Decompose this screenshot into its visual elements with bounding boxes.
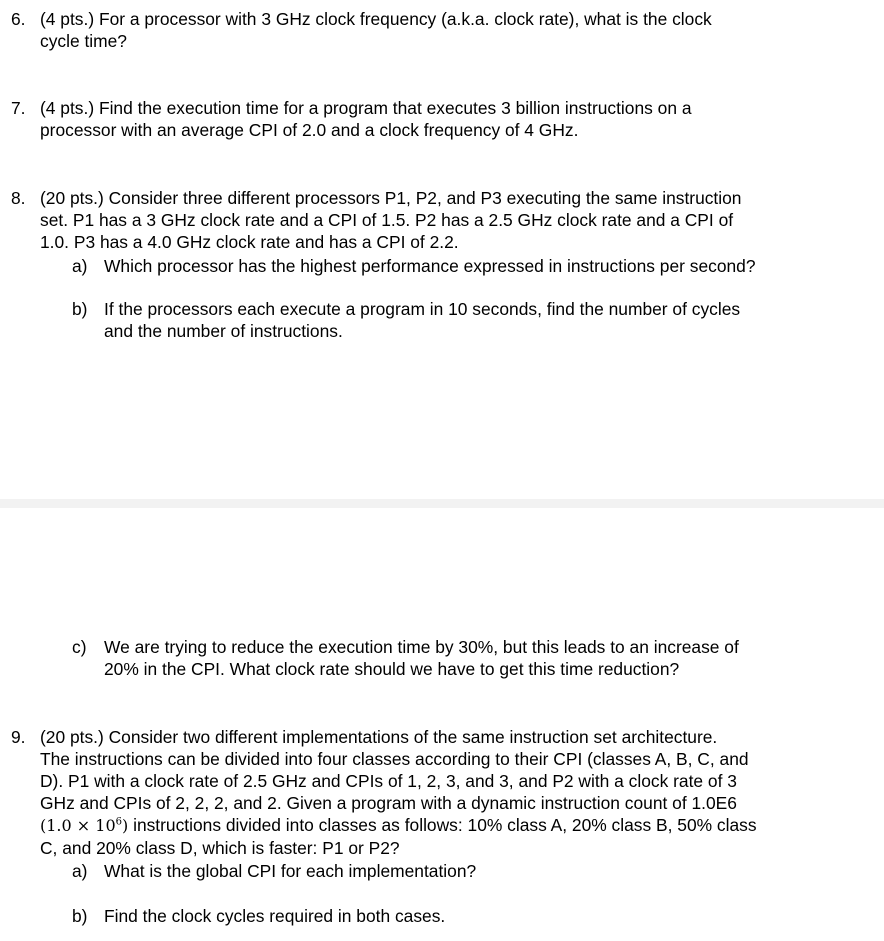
question-7-line-2: processor with an average CPI of 2.0 and a clock frequency of 4 GHz. <box>40 120 579 140</box>
math-exponent: 6 <box>115 816 122 828</box>
question-9-line-6: C, and 20% class D, which is faster: P1 or P2? <box>40 838 400 858</box>
question-8-line-2: set. P1 has a 3 GHz clock rate and a CPI of 1.5. P2 has a 2.5 GHz clock rate and a CPI of <box>40 210 734 230</box>
page-break-band <box>0 499 884 508</box>
question-9a-line-1: What is the global CPI for each implementation? <box>104 861 477 881</box>
question-7-number: 7. <box>11 98 26 118</box>
question-8b-text <box>104 298 864 342</box>
question-6-line-2: cycle time? <box>40 31 127 51</box>
question-8-number: 8. <box>11 188 26 208</box>
question-9a-text <box>104 860 864 882</box>
question-9a-label: a) <box>72 861 88 881</box>
question-9-line-5-rest: instructions divided into classes as follows: 10% class A, 20% class B, 50% class <box>128 815 757 835</box>
question-6-text <box>40 8 840 52</box>
question-9-line-2: The instructions can be divided into four classes according to their CPI (classes A, B, C, and <box>40 749 749 769</box>
question-9-number: 9. <box>11 727 26 747</box>
question-8a-line-1: Which processor has the highest performance expressed in instructions per second? <box>104 256 756 276</box>
math-base: (1.0 × 10 <box>40 816 116 835</box>
question-9-line-4: GHz and CPIs of 2, 2, 2, and 2. Given a program with a dynamic instruction count of 1.0E6 <box>40 793 737 813</box>
question-8c-line-1: We are trying to reduce the execution time by 30%, but this leads to an increase of <box>104 637 739 657</box>
scientific-notation <box>40 816 128 835</box>
question-9-line-5 <box>40 814 840 837</box>
question-6-number: 6. <box>11 9 26 29</box>
math-close: ) <box>122 816 129 835</box>
question-8b-line-1: If the processors each execute a program in 10 seconds, find the number of cycles <box>104 299 741 319</box>
question-8-text <box>40 187 840 253</box>
question-7-line-1: (4 pts.) Find the execution time for a program that executes 3 billion instructions on a <box>40 98 692 118</box>
question-8a-text <box>104 255 864 277</box>
question-8a-label: a) <box>72 256 88 276</box>
question-8-line-1: (20 pts.) Consider three different processors P1, P2, and P3 executing the same instruction <box>40 188 742 208</box>
question-8c-text <box>104 636 864 680</box>
question-9b-line-1: Find the clock cycles required in both cases. <box>104 906 446 926</box>
question-8b-line-2: and the number of instructions. <box>104 321 343 341</box>
question-8b-label: b) <box>72 299 88 319</box>
question-6-line-1: (4 pts.) For a processor with 3 GHz clock frequency (a.k.a. clock rate), what is the clock <box>40 9 712 29</box>
question-8c-label: c) <box>72 637 87 657</box>
question-7-text <box>40 97 840 141</box>
question-9b-label: b) <box>72 906 88 926</box>
question-8-line-3: 1.0. P3 has a 4.0 GHz clock rate and has a CPI of 2.2. <box>40 232 459 252</box>
question-9-line-1: (20 pts.) Consider two different implementations of the same instruction set architecture. <box>40 727 718 747</box>
question-8c-line-2: 20% in the CPI. What clock rate should we have to get this time reduction? <box>104 659 680 679</box>
question-9-text <box>40 726 840 859</box>
question-9-line-3: D). P1 with a clock rate of 2.5 GHz and CPIs of 1, 2, 3, and 3, and P2 with a clock rate of 3 <box>40 771 737 791</box>
question-9b-text <box>104 905 864 927</box>
